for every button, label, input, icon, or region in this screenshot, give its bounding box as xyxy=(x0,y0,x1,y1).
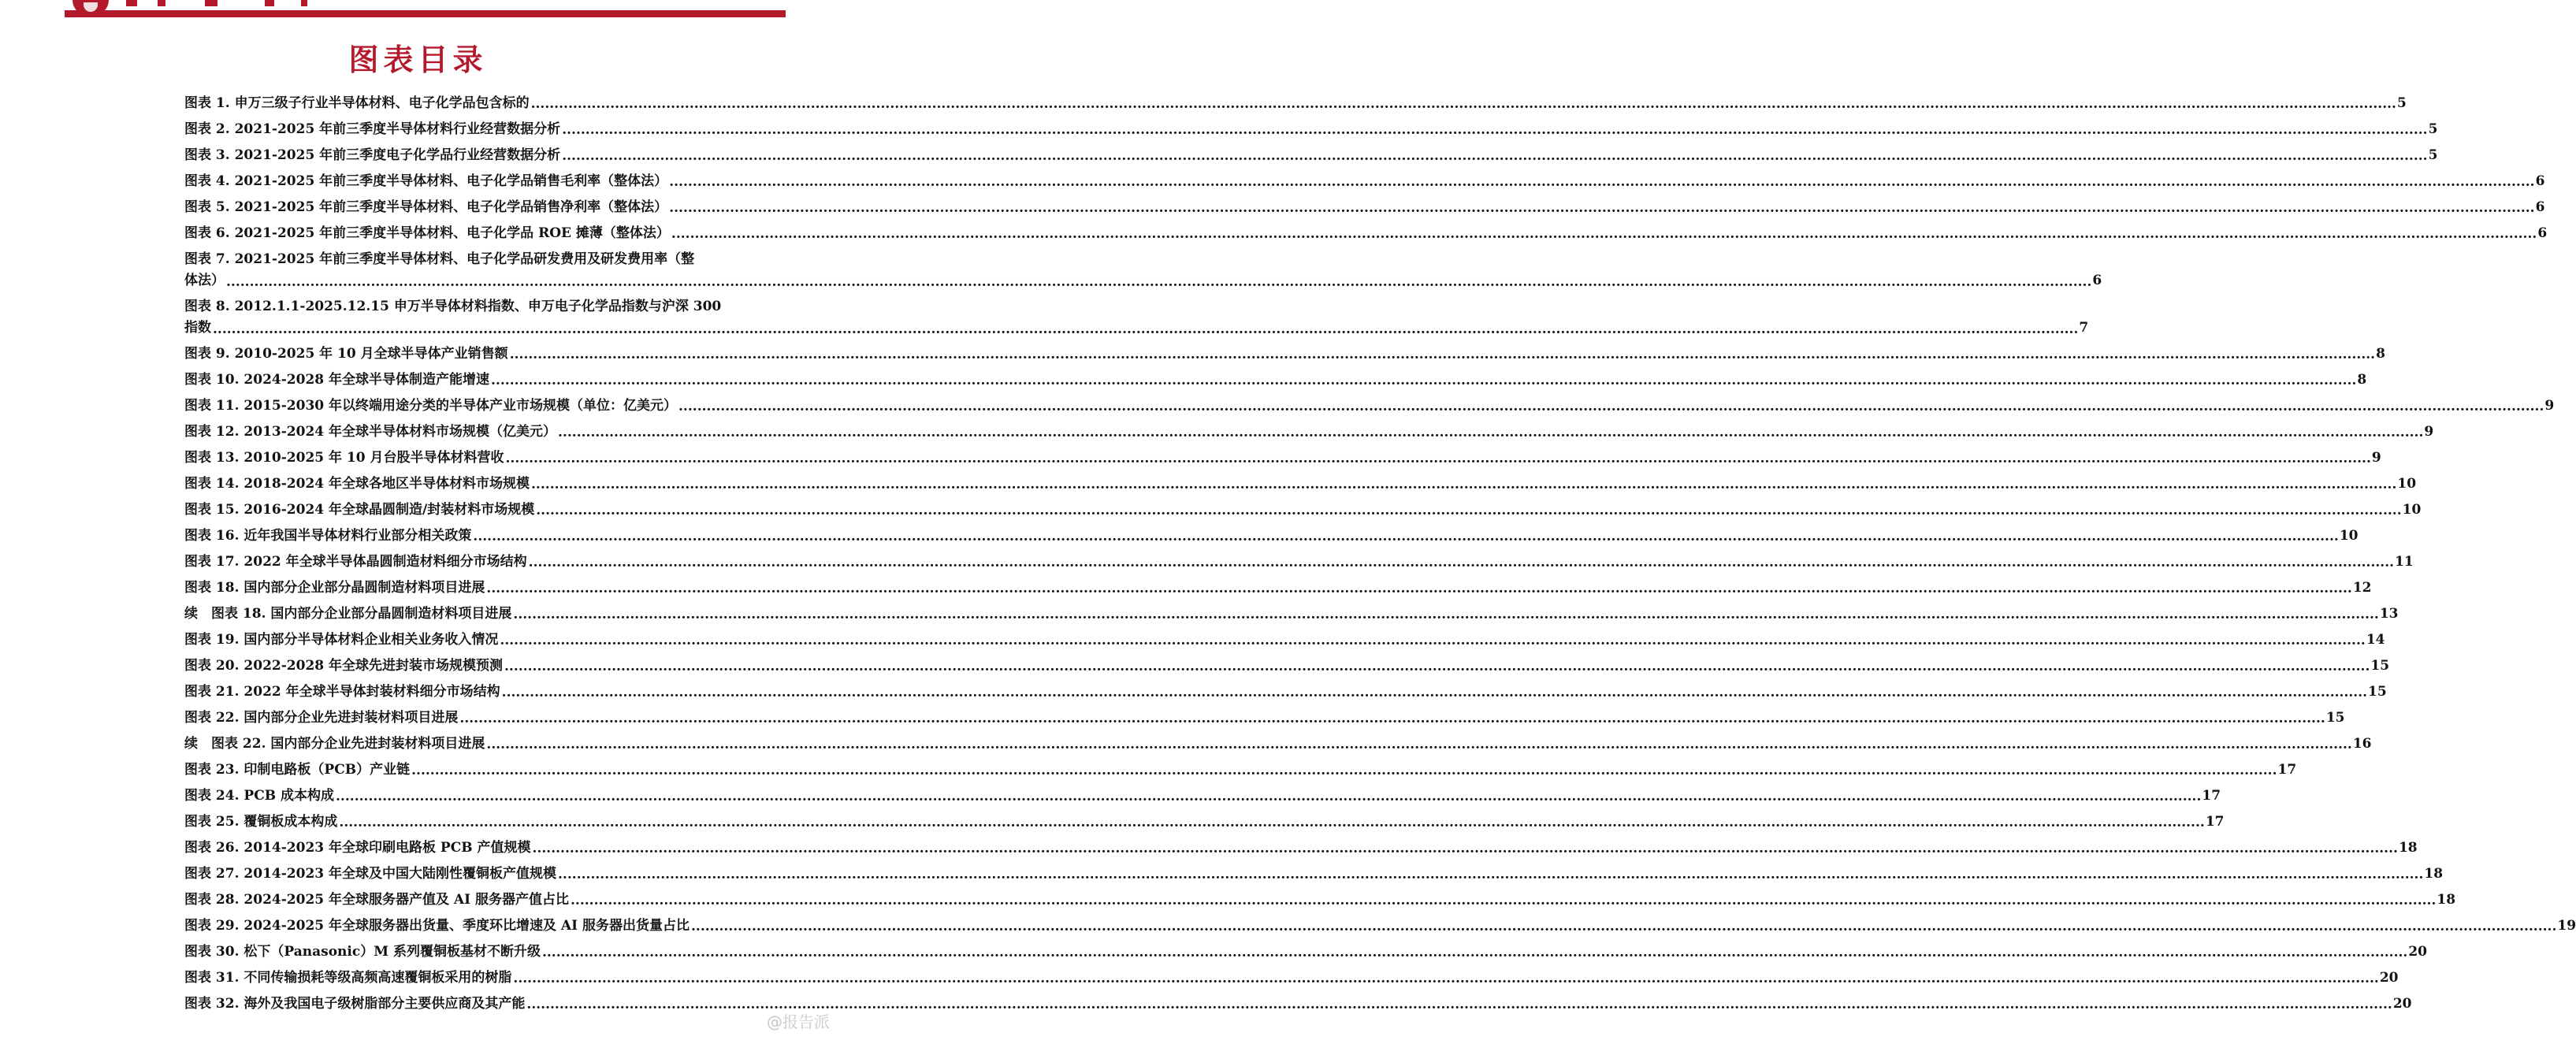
toc-entry[interactable] xyxy=(184,143,2438,169)
toc-entry[interactable] xyxy=(184,393,2555,419)
toc-entry-label: 图表 6. 2021-2025 年前三季度半导体材料、电子化学品 ROE 摊薄（整体法） xyxy=(184,225,670,241)
toc-entry-page: 15 xyxy=(2370,658,2390,674)
dot-leader: ................................................................................................................................................................................................................................................................................................................................................................................................................ xyxy=(558,425,2424,440)
dot-leader: ................................................................................................................................................................................................................................................................................................................................................................................................................ xyxy=(491,373,2357,388)
toc-entry[interactable] xyxy=(184,887,2456,913)
toc-entry-label: 图表 2. 2021-2025 年前三季度半导体材料行业经营数据分析 xyxy=(184,121,561,137)
dot-leader: ................................................................................................................................................................................................................................................................................................................................................................................................................ xyxy=(501,685,2368,700)
dot-leader: ................................................................................................................................................................................................................................................................................................................................................................................................................ xyxy=(532,841,2398,856)
toc-entry-label: 图表 11. 2015-2030 年以终端用途分类的半导体产业市场规模（单位：亿美元） xyxy=(184,398,678,414)
toc-entry-page: 14 xyxy=(2366,632,2385,648)
toc-entry-label: 图表 15. 2016-2024 年全球晶圆制造/封装材料市场规模 xyxy=(184,502,535,518)
toc-entry-label: 图表 30. 松下（Panasonic）M 系列覆铜板基材不断升级 xyxy=(184,944,541,960)
toc-entry[interactable] xyxy=(184,991,2412,1017)
dot-leader: ................................................................................................................................................................................................................................................................................................................................................................................................................ xyxy=(500,633,2366,648)
toc-entry-label: 图表 13. 2010-2025 年 10 月台股半导体材料营收 xyxy=(184,450,504,466)
toc-entry[interactable] xyxy=(184,783,2221,809)
toc-entry[interactable] xyxy=(184,419,2434,445)
dot-leader: ................................................................................................................................................................................................................................................................................................................................................................................................................ xyxy=(504,659,2370,674)
toc-entry-page: 10 xyxy=(2397,476,2417,492)
toc-entry-label: 图表 28. 2024-2025 年全球服务器产值及 AI 服务器产值占比 xyxy=(184,892,569,908)
dot-leader: ................................................................................................................................................................................................................................................................................................................................................................................................................ xyxy=(459,711,2325,726)
dot-leader: ................................................................................................................................................................................................................................................................................................................................................................................................................ xyxy=(505,451,2371,466)
toc-entry-label: 图表 20. 2022-2028 年全球先进封装市场规模预测 xyxy=(184,658,504,674)
toc-entry[interactable] xyxy=(184,367,2367,393)
toc-entry-page: 11 xyxy=(2395,554,2414,570)
table-of-figures xyxy=(184,91,2576,1017)
toc-entry-page: 20 xyxy=(2379,970,2399,986)
dot-leader: ................................................................................................................................................................................................................................................................................................................................................................................................................ xyxy=(669,174,2535,190)
toc-entry[interactable] xyxy=(184,653,2390,679)
toc-entry-label: 图表 3. 2021-2025 年前三季度电子化学品行业经营数据分析 xyxy=(184,147,561,163)
dot-leader: ................................................................................................................................................................................................................................................................................................................................................................................................................ xyxy=(486,581,2352,596)
toc-entry-label: 图表 21. 2022 年全球半导体封装材料细分市场结构 xyxy=(184,684,500,700)
dot-leader: ................................................................................................................................................................................................................................................................................................................................................................................................................ xyxy=(691,919,2557,934)
toc-entry[interactable] xyxy=(184,221,2548,247)
toc-entry-page: 6 xyxy=(2535,173,2545,189)
dot-leader: ................................................................................................................................................................................................................................................................................................................................................................................................................ xyxy=(411,763,2277,778)
toc-entry[interactable] xyxy=(184,627,2385,653)
toc-entry[interactable] xyxy=(184,835,2418,861)
toc-entry[interactable] xyxy=(184,705,2345,731)
toc-entry-page: 9 xyxy=(2424,424,2434,440)
toc-entry[interactable] xyxy=(184,861,2444,887)
toc-entry[interactable] xyxy=(184,731,2372,757)
dot-leader: ................................................................................................................................................................................................................................................................................................................................................................................................................ xyxy=(541,945,2408,960)
dot-leader: ................................................................................................................................................................................................................................................................................................................................................................................................................ xyxy=(669,200,2535,216)
toc-entry-page: 15 xyxy=(2325,710,2345,726)
toc-entry-page: 12 xyxy=(2352,580,2372,596)
toc-entry[interactable] xyxy=(184,549,2414,575)
toc-entry-label-continued: 指数 xyxy=(184,320,211,336)
toc-entry[interactable] xyxy=(184,575,2372,601)
toc-entry-page: 6 xyxy=(2537,225,2548,241)
dot-leader: ................................................................................................................................................................................................................................................................................................................................................................................................................ xyxy=(513,971,2379,986)
toc-entry[interactable] xyxy=(184,341,2385,367)
dot-leader: ................................................................................................................................................................................................................................................................................................................................................................................................................ xyxy=(558,867,2424,882)
toc-entry-page: 9 xyxy=(2371,450,2381,466)
dot-leader: ................................................................................................................................................................................................................................................................................................................................................................................................................ xyxy=(562,148,2428,164)
toc-entry-label: 图表 17. 2022 年全球半导体晶圆制造材料细分市场结构 xyxy=(184,554,527,570)
toc-entry[interactable] xyxy=(184,809,2225,835)
toc-entry-page: 20 xyxy=(2408,944,2428,960)
dot-leader: ................................................................................................................................................................................................................................................................................................................................................................................................................ xyxy=(213,321,2079,337)
toc-entry-page: 17 xyxy=(2205,814,2225,830)
header-bar xyxy=(65,10,786,17)
toc-entry[interactable] xyxy=(184,294,2089,341)
dot-leader: ................................................................................................................................................................................................................................................................................................................................................................................................................ xyxy=(513,607,2379,622)
toc-entry-label: 图表 25. 覆铜板成本构成 xyxy=(184,814,338,830)
toc-entry-page: 10 xyxy=(2402,502,2422,518)
toc-entry-label: 图表 14. 2018-2024 年全球各地区半导体材料市场规模 xyxy=(184,476,530,492)
toc-entry-page: 18 xyxy=(2398,840,2418,856)
toc-entry-label: 图表 4. 2021-2025 年前三季度半导体材料、电子化学品销售毛利率（整体法） xyxy=(184,173,668,189)
toc-entry-label: 续 图表 18. 国内部分企业部分晶圆制造材料项目进展 xyxy=(184,606,512,622)
toc-entry[interactable] xyxy=(184,169,2545,195)
toc-entry[interactable] xyxy=(184,497,2422,523)
toc-entry[interactable] xyxy=(184,939,2428,965)
toc-entry-page: 17 xyxy=(2277,762,2297,778)
toc-entry-label: 图表 5. 2021-2025 年前三季度半导体材料、电子化学品销售净利率（整体法） xyxy=(184,199,668,215)
toc-entry-page: 9 xyxy=(2544,398,2555,414)
toc-entry-page: 7 xyxy=(2079,320,2089,336)
toc-entry-page: 17 xyxy=(2202,788,2221,804)
toc-entry-page: 6 xyxy=(2535,199,2545,215)
toc-entry-page: 5 xyxy=(2428,147,2438,163)
toc-entry-page: 20 xyxy=(2392,996,2412,1012)
toc-entry-page: 5 xyxy=(2428,121,2438,137)
toc-entry-page: 15 xyxy=(2368,684,2387,700)
dot-leader: ................................................................................................................................................................................................................................................................................................................................................................................................................ xyxy=(528,555,2395,570)
dot-leader: ................................................................................................................................................................................................................................................................................................................................................................................................................ xyxy=(473,529,2339,544)
toc-entry-label: 图表 27. 2014-2023 年全球及中国大陆刚性覆铜板产值规模 xyxy=(184,866,557,882)
toc-entry-label: 图表 23. 印制电路板（PCB）产业链 xyxy=(184,762,411,778)
toc-entry-label: 图表 10. 2024-2028 年全球半导体制造产能增速 xyxy=(184,372,490,388)
toc-entry[interactable] xyxy=(184,601,2399,627)
dot-leader: ................................................................................................................................................................................................................................................................................................................................................................................................................ xyxy=(531,477,2397,492)
toc-entry-label: 图表 26. 2014-2023 年全球印刷电路板 PCB 产值规模 xyxy=(184,840,531,856)
toc-entry-page: 18 xyxy=(2424,866,2444,882)
toc-entry-label: 图表 12. 2013-2024 年全球半导体材料市场规模（亿美元） xyxy=(184,424,557,440)
toc-entry-page: 16 xyxy=(2352,736,2372,752)
toc-entry[interactable] xyxy=(184,757,2297,783)
dot-leader: ................................................................................................................................................................................................................................................................................................................................................................................................................ xyxy=(671,226,2537,242)
toc-entry[interactable] xyxy=(184,523,2359,549)
toc-entry-label: 续 图表 22. 国内部分企业先进封装材料项目进展 xyxy=(184,736,485,752)
toc-entry-page: 8 xyxy=(2376,346,2385,362)
toc-entry-page: 6 xyxy=(2092,273,2102,288)
toc-entry[interactable] xyxy=(184,195,2545,221)
dot-leader: ................................................................................................................................................................................................................................................................................................................................................................................................................ xyxy=(509,347,2376,362)
toc-entry[interactable] xyxy=(184,471,2417,497)
toc-entry-label: 图表 8. 2012.1.1-2025.12.15 申万半导体材料指数、申万电子化学品指数与沪深 300 xyxy=(184,299,722,314)
dot-leader: ................................................................................................................................................................................................................................................................................................................................................................................................................ xyxy=(536,503,2402,518)
toc-entry-page: 10 xyxy=(2339,528,2359,544)
toc-entry-label: 图表 22. 国内部分企业先进封装材料项目进展 xyxy=(184,710,459,726)
toc-entry[interactable] xyxy=(184,965,2399,991)
toc-entry-label: 图表 24. PCB 成本构成 xyxy=(184,788,335,804)
toc-entry-label: 图表 32. 海外及我国电子级树脂部分主要供应商及其产能 xyxy=(184,996,526,1012)
toc-entry-page: 19 xyxy=(2557,918,2576,934)
toc-entry[interactable] xyxy=(184,913,2576,939)
dot-leader: ................................................................................................................................................................................................................................................................................................................................................................................................................ xyxy=(562,122,2428,138)
dot-leader: ................................................................................................................................................................................................................................................................................................................................................................................................................ xyxy=(339,815,2205,830)
toc-entry[interactable] xyxy=(184,445,2381,471)
toc-entry-label: 图表 29. 2024-2025 年全球服务器出货量、季度环比增速及 AI 服务器出货量占比 xyxy=(184,918,690,934)
toc-entry[interactable] xyxy=(184,91,2407,117)
dot-leader: ................................................................................................................................................................................................................................................................................................................................................................................................................ xyxy=(336,789,2202,804)
toc-entry-page: 18 xyxy=(2437,892,2456,908)
toc-entry[interactable] xyxy=(184,247,2102,294)
dot-leader: ................................................................................................................................................................................................................................................................................................................................................................................................................ xyxy=(571,893,2437,908)
header-decoration xyxy=(126,0,331,9)
dot-leader: ................................................................................................................................................................................................................................................................................................................................................................................................................ xyxy=(530,96,2396,112)
toc-entry-page: 13 xyxy=(2379,606,2399,622)
toc-entry-label: 图表 9. 2010-2025 年 10 月全球半导体产业销售额 xyxy=(184,346,508,362)
toc-entry[interactable] xyxy=(184,117,2438,143)
page-title: 图表目录 xyxy=(348,42,488,77)
dot-leader: ................................................................................................................................................................................................................................................................................................................................................................................................................ xyxy=(226,274,2092,290)
toc-entry-label: 图表 1. 申万三级子行业半导体材料、电子化学品包含标的 xyxy=(184,95,530,111)
toc-entry-page: 5 xyxy=(2396,95,2407,111)
toc-entry-label: 图表 18. 国内部分企业部分晶圆制造材料项目进展 xyxy=(184,580,485,596)
toc-entry-label: 图表 7. 2021-2025 年前三季度半导体材料、电子化学品研发费用及研发费用率（整 xyxy=(184,251,695,267)
toc-entry-label: 图表 19. 国内部分半导体材料企业相关业务收入情况 xyxy=(184,632,499,648)
toc-entry-page: 8 xyxy=(2357,372,2367,388)
toc-entry-label: 图表 31. 不同传输损耗等级高频高速覆铜板采用的树脂 xyxy=(184,970,512,986)
toc-entry[interactable] xyxy=(184,679,2387,705)
dot-leader: ................................................................................................................................................................................................................................................................................................................................................................................................................ xyxy=(526,997,2392,1012)
watermark: @报告派 xyxy=(767,1012,830,1031)
toc-entry-label-continued: 体法） xyxy=(184,273,225,288)
dot-leader: ................................................................................................................................................................................................................................................................................................................................................................................................................ xyxy=(486,737,2352,752)
dot-leader: ................................................................................................................................................................................................................................................................................................................................................................................................................ xyxy=(678,399,2544,414)
toc-entry-label: 图表 16. 近年我国半导体材料行业部分相关政策 xyxy=(184,528,472,544)
